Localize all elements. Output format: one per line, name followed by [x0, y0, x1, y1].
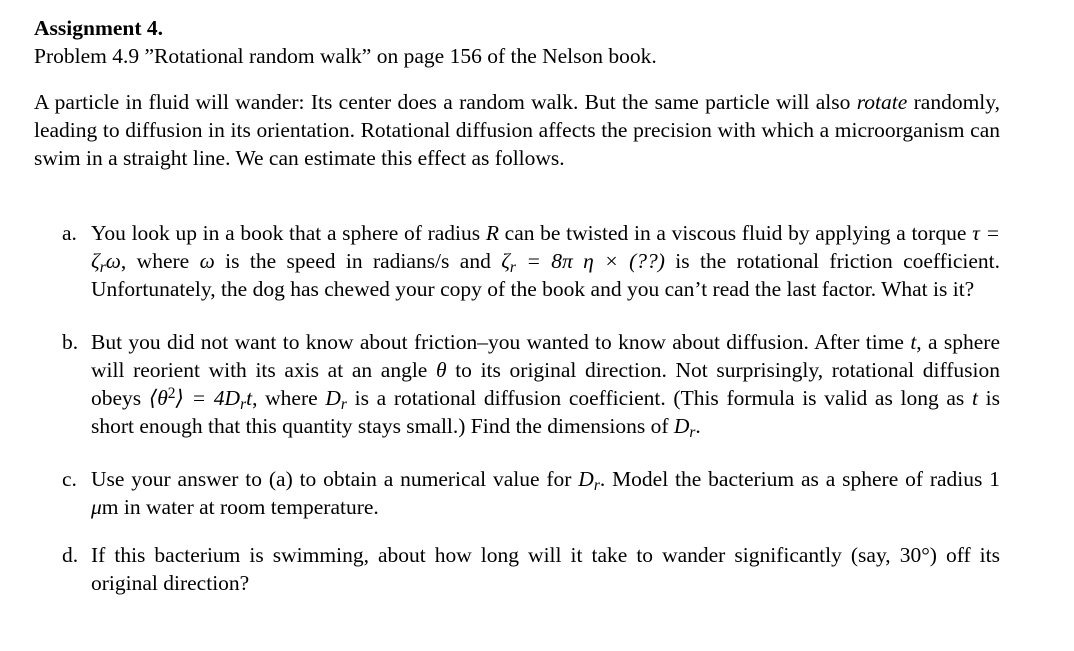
problem-item-a	[34, 219, 1000, 303]
item-text: , where	[252, 386, 326, 410]
item-text: is a rotational diffusion coefficient. (This formula is valid as long as	[346, 386, 972, 410]
math-superscript: 2	[167, 385, 176, 403]
math-subscript: r	[593, 476, 600, 494]
intro-paragraph	[34, 88, 1000, 172]
math-subscript: r	[689, 423, 696, 441]
item-text: m in water at room temperature.	[101, 495, 379, 519]
problem-reference: Problem 4.9 ”Rotational random walk” on page 156 of the Nelson book.	[34, 44, 657, 68]
item-text: . Model the bacterium as a sphere of radius 1	[599, 467, 1000, 491]
item-text: is the rotational friction coefficient. Unfortunately, the dog has chewed your copy of the book and you can’t read the last factor. What is it?	[91, 249, 1000, 301]
assignment-title: Assignment 4.	[34, 16, 164, 40]
math-subscript: r	[99, 258, 106, 276]
item-marker: a.	[62, 221, 77, 245]
math-symbol: D	[673, 414, 690, 438]
math-symbol: D	[325, 386, 341, 410]
math-expression: = 8π η × (??)	[515, 249, 665, 273]
problem-item-b	[34, 328, 1000, 440]
item-text: Use your answer to (a) to obtain a numerical value for	[91, 467, 579, 491]
item-text: is short enough that this quantity stays small.) Find the dimensions of	[91, 386, 1000, 438]
item-text: .	[695, 414, 701, 438]
item-text: is the speed in radians/s and	[214, 249, 502, 273]
item-text: can be twisted in a viscous fluid by applying a torque	[498, 221, 973, 245]
item-marker: b.	[62, 330, 79, 354]
item-text: If this bacterium is swimming, about how long will it take to wander significantly (say, 30°) off its original direction?	[91, 543, 1000, 595]
item-marker: c.	[62, 467, 77, 491]
math-expression: τ = ζ	[91, 221, 1000, 273]
math-symbol: t	[910, 330, 917, 354]
math-symbol: θ	[436, 358, 447, 382]
item-marker: d.	[62, 543, 79, 567]
math-symbol: R	[485, 221, 499, 245]
problem-item-c	[34, 465, 1000, 521]
math-subscript: r	[340, 395, 347, 413]
intro-emphasis: rotate	[856, 90, 908, 114]
math-symbol: t	[246, 386, 253, 410]
math-symbol: μ	[91, 495, 102, 519]
math-expression: ⟨θ	[148, 386, 168, 410]
math-expression: ⟩ = 4D	[175, 386, 241, 410]
math-symbol: t	[971, 386, 978, 410]
intro-text-2: randomly, leading to diffusion in its orientation. Rotational diffusion affects the precision with which a microorganism can swim in a straight line. We can estimate this effect as follows.	[34, 90, 1000, 170]
item-text: , a sphere will reorient with its axis at an angle	[91, 330, 1000, 382]
math-subscript: r	[509, 258, 516, 276]
math-symbol: ω	[199, 249, 215, 273]
math-symbol: D	[578, 467, 594, 491]
math-symbol: ω	[105, 249, 121, 273]
problem-item-d	[34, 541, 1000, 597]
item-text: , where	[120, 249, 200, 273]
item-text: to its original direction. Not surprisingly, rotational diffusion obeys	[91, 358, 1000, 410]
math-subscript: r	[240, 395, 247, 413]
intro-text-1: A particle in fluid will wander: Its center does a random walk. But the same particle will also	[34, 90, 857, 114]
math-symbol: ζ	[501, 249, 510, 273]
assignment-page	[34, 14, 1000, 597]
item-text: But you did not want to know about friction–you wanted to know about diffusion. After time	[91, 330, 911, 354]
item-text: You look up in a book that a sphere of radius	[91, 221, 486, 245]
problem-list	[34, 219, 1000, 597]
